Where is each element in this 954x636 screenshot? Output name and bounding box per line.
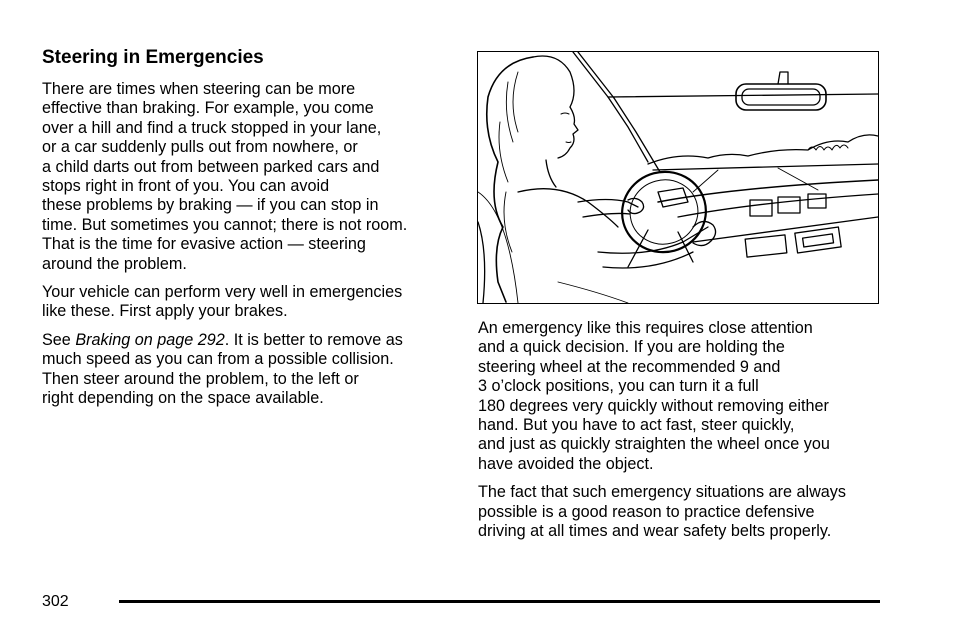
text-line: a child darts out from between parked cars and [42,157,380,176]
left-column [42,80,450,418]
paragraph-quick-decision [478,319,886,474]
text-line [42,331,450,350]
footer-divider [119,600,880,603]
text-line: or a car suddenly pulls out from nowhere, or [42,138,358,157]
text-fragment: . It is better to remove as [224,330,403,349]
text-line: over a hill and find a truck stopped in your lane, [42,118,382,137]
text-line: these problems by braking — if you can stop in [42,196,379,215]
page-number: 302 [42,593,69,610]
text-line: stops right in front of you. You can avoid [42,177,330,196]
text-line: right depending on the space available. [42,389,324,408]
driver-steering-illustration [477,51,879,304]
text-line: effective than braking. For example, you come [42,99,374,118]
text-line: The fact that such emergency situations are always [478,483,846,502]
text-line: driving at all times and wear safety belts properly. [478,522,832,541]
text-line: steering wheel at the recommended 9 and [478,357,781,376]
paragraph-apply-brakes [42,283,450,322]
paragraph-remove-speed [42,331,450,409]
text-line: Then steer around the problem, to the left or [42,369,359,388]
text-line: have avoided the object. [478,454,654,473]
text-line: hand. But you have to act fast, steer quickly, [478,416,795,435]
text-line: 3 o’clock positions, you can turn it a full [478,377,759,396]
text-line: possible is a good reason to practice defensive [478,502,815,521]
paragraph-steering-vs-braking [42,80,450,274]
section-heading: Steering in Emergencies [42,47,264,68]
cross-reference-link[interactable]: Braking on page 292 [75,330,225,349]
paragraph-defensive-driving [478,483,886,541]
text-line: much speed as you can from a possible collision. [42,350,394,369]
right-column [478,319,886,550]
text-line: time. But sometimes you cannot; there is not room. [42,215,408,234]
text-line: There are times when steering can be more [42,80,356,98]
text-line: like these. First apply your brakes. [42,302,288,321]
text-line: and a quick decision. If you are holding the [478,338,785,357]
text-fragment: See [42,330,76,349]
text-line: 180 degrees very quickly without removing either [478,396,829,415]
text-line: around the problem. [42,254,187,273]
text-line: and just as quickly straighten the wheel once you [478,435,830,454]
text-line: Your vehicle can perform very well in emergencies [42,283,403,302]
text-line: An emergency like this requires close attention [478,319,813,337]
text-line: That is the time for evasive action — steering [42,235,366,254]
